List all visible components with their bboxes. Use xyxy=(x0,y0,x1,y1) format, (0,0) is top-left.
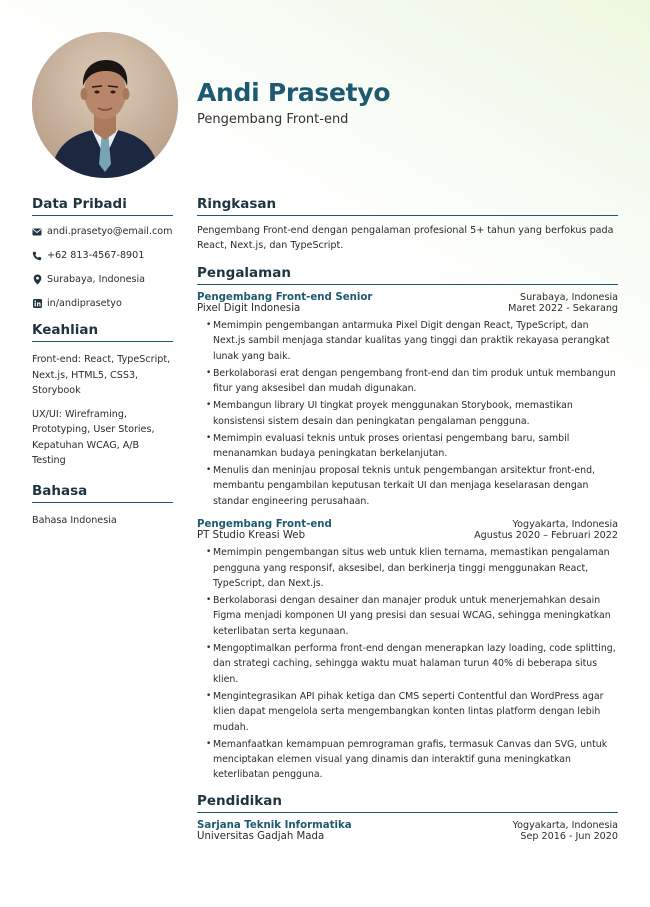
summary-section xyxy=(197,196,618,253)
phone-icon xyxy=(32,250,42,261)
phone-text: +62 813-4567-8901 xyxy=(47,250,145,261)
languages-heading: Bahasa xyxy=(32,483,173,503)
personal-section xyxy=(32,196,173,309)
envelope-icon xyxy=(32,226,42,237)
education-location: Yogyakarta, Indonesia xyxy=(512,819,618,831)
personal-heading: Data Pribadi xyxy=(32,196,173,216)
job-location: Yogyakarta, Indonesia xyxy=(512,519,618,531)
bullet-item: • Berkolaborasi dengan desainer dan manajer produk untuk menerjemahkan desain Figma menjadi komponen UI yang presisi dan sesuai WCAG, sehingga meningkatkan keterlibatan serta kegunaan. xyxy=(213,593,618,639)
job-location: Surabaya, Indonesia xyxy=(519,292,618,303)
job-dates: Agustus 2020 – Februari 2022 xyxy=(474,530,618,542)
bullet-item: • Memimpin pengembangan antarmuka Pixel Digit dengan React, TypeScript, dan Next.js sambil menjaga standar kualitas yang tinggi dan praktik rekayasa perangkat lunak yang baik. xyxy=(213,318,618,364)
school-name: Universitas Gadjah Mada xyxy=(197,830,325,842)
job-entry xyxy=(197,292,618,509)
contact-linkedin[interactable] xyxy=(32,298,173,309)
linkedin-icon xyxy=(32,298,42,309)
skill-item: UX/UI: Wireframing, Prototyping, User Stories, Kepatuhan WCAG, A/B Testing xyxy=(32,408,155,466)
email-text: andi.prasetyo@email.com xyxy=(47,226,173,237)
contact-phone[interactable] xyxy=(32,250,173,261)
left-column xyxy=(32,196,173,536)
skills-section xyxy=(32,322,173,469)
languages-section xyxy=(32,483,173,529)
linkedin-text: in/andiprasetyo xyxy=(47,298,122,309)
bullet-item: • Membangun library UI tingkat proyek menggunakan Storybook, memastikan konsistensi sistem desain dan peningkatan pengalaman pengguna. xyxy=(213,398,618,429)
summary-text: Pengembang Front-end dengan pengalaman profesional 5+ tahun yang berfokus pada React, Next.js, dan TypeScript. xyxy=(197,225,614,251)
education-dates: Sep 2016 - Jun 2020 xyxy=(520,830,618,842)
contact-email[interactable] xyxy=(32,226,173,237)
right-column xyxy=(197,196,618,842)
job-entry xyxy=(197,519,618,782)
bullet-item: • Memimpin pengembangan situs web untuk klien ternama, memastikan pengalaman pengguna yang responsif, aksesibel, dan berkinerja tinggi menggunakan React, TypeScript, dan Next.js. xyxy=(213,545,618,591)
job-company: Pixel Digit Indonesia xyxy=(197,303,301,314)
job-bullets xyxy=(197,545,618,782)
profile-photo-image xyxy=(32,32,178,178)
candidate-name: Andi Prasetyo xyxy=(197,78,391,107)
job-title: Pengembang Front-end Senior xyxy=(197,292,373,303)
bullet-item: • Memimpin evaluasi teknis untuk proses orientasi pengembang baru, sambil menanamkan budaya peningkatan berkelanjutan. xyxy=(213,431,618,462)
contact-location xyxy=(32,274,173,285)
candidate-title: Pengembang Front-end xyxy=(197,112,349,127)
bullet-item: • Menulis dan meninjau proposal teknis untuk pengembangan arsitektur front-end, membantu pengambilan keputusan terkait UI dan menjaga keselarasan dengan standar engineering perusahaan. xyxy=(213,463,618,509)
bullet-item: • Berkolaborasi erat dengan pengembang front-end dan tim produk untuk membangun fitur yang aksesibel dan mudah digunakan. xyxy=(213,366,618,397)
bullet-item: • Mengoptimalkan performa front-end dengan menerapkan lazy loading, code splitting, dan strategi caching, sehingga waktu muat halaman turun 40% di beberapa situs klien. xyxy=(213,641,618,687)
language-item: Bahasa Indonesia xyxy=(32,514,117,526)
location-text: Surabaya, Indonesia xyxy=(47,274,146,285)
bullet-item: • Mengintegrasikan API pihak ketiga dan CMS seperti Contentful dan WordPress agar klien dapat mengelola serta mengembangkan konten lintas platform dengan lebih mudah. xyxy=(213,689,618,735)
skill-item: Front-end: React, TypeScript, Next.js, HTML5, CSS3, Storybook xyxy=(32,354,171,396)
job-company: PT Studio Kreasi Web xyxy=(197,530,306,542)
bullet-item: • Memanfaatkan kemampuan pemrograman grafis, termasuk Canvas dan SVG, untuk menciptakan elemen visual yang dinamis dan interaktif guna meningkatkan keterlibatan pengguna. xyxy=(213,737,618,783)
education-heading: Pendidikan xyxy=(197,793,618,813)
degree-title: Sarjana Teknik Informatika xyxy=(197,819,352,831)
skills-heading: Keahlian xyxy=(32,322,173,342)
job-title: Pengembang Front-end xyxy=(197,519,332,531)
job-bullets xyxy=(197,318,618,509)
job-dates: Maret 2022 - Sekarang xyxy=(508,303,618,314)
summary-heading: Ringkasan xyxy=(197,196,618,216)
profile-photo xyxy=(32,32,178,178)
map-pin-icon xyxy=(32,274,42,285)
experience-heading: Pengalaman xyxy=(197,265,618,285)
experience-section xyxy=(197,265,618,783)
education-section xyxy=(197,793,618,842)
